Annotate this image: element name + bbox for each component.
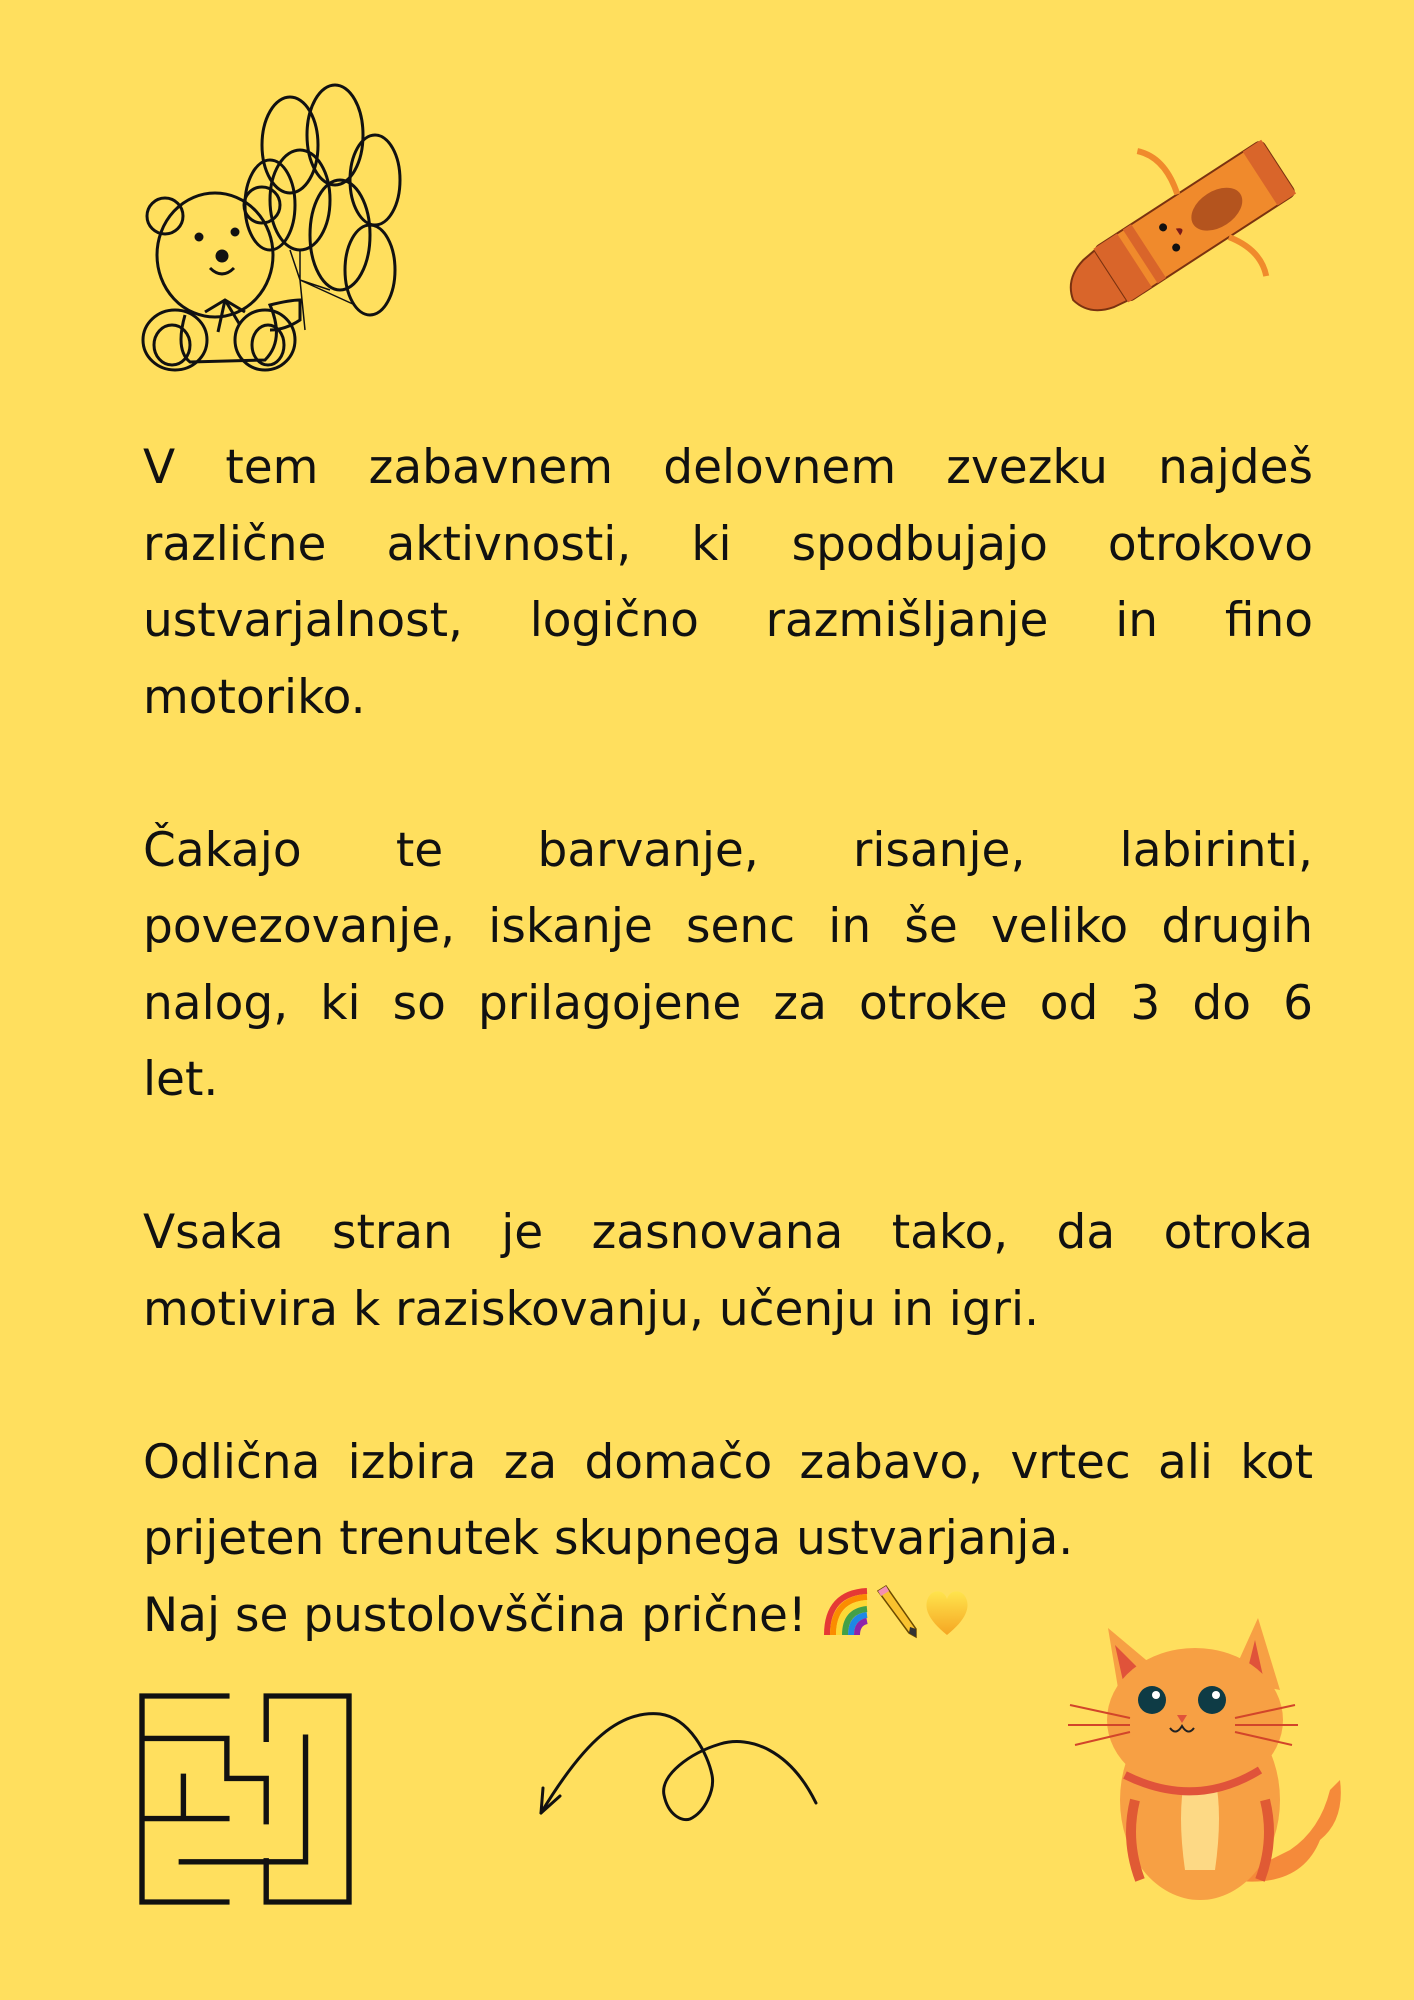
text-line: motoriko. xyxy=(143,669,366,725)
crayon-character-illustration xyxy=(1024,91,1325,371)
rainbow-icon xyxy=(822,1583,872,1639)
text-line: prijeten trenutek skupnega ustvarjanja. xyxy=(143,1511,1074,1566)
pencil-icon xyxy=(872,1583,922,1639)
closing-line xyxy=(143,1578,1313,1655)
text-line: let. xyxy=(143,1052,219,1107)
closing-text: Naj se pustolovščina prične! xyxy=(143,1587,807,1643)
paragraph-activities xyxy=(143,813,1313,1119)
text-line: različne aktivnosti, ki spodbujajo otrokovo xyxy=(143,516,1313,572)
yellow-heart-icon xyxy=(922,1583,972,1639)
cat-illustration xyxy=(1068,1618,1341,1900)
paragraph-intro xyxy=(143,430,1313,736)
maze-illustration xyxy=(142,1696,349,1902)
text-line: povezovanje, iskanje senc in še veliko drugih xyxy=(143,899,1313,954)
body-text xyxy=(143,430,1313,1654)
loop-arrow-icon xyxy=(541,1714,816,1820)
text-line: nalog, ki so prilagojene za otroke od 3 do 6 xyxy=(143,975,1313,1031)
teddy-bear-balloons-illustration xyxy=(143,85,400,370)
paragraph-motivation xyxy=(143,1195,1313,1348)
text-line: Čakajo te barvanje, risanje, labirinti, xyxy=(143,822,1313,878)
text-line: V tem zabavnem delovnem zvezku najdeš xyxy=(143,440,1313,495)
paragraph-recommendation xyxy=(143,1425,1313,1578)
text-line: Odlična izbira za domačo zabavo, vrtec ali kot xyxy=(143,1434,1313,1490)
text-line: motivira k raziskovanju, učenju in igri. xyxy=(143,1281,1040,1337)
text-line: Vsaka stran je zasnovana tako, da otroka xyxy=(143,1205,1313,1260)
text-line: ustvarjalnost, logično razmišljanje in fino xyxy=(143,593,1313,648)
